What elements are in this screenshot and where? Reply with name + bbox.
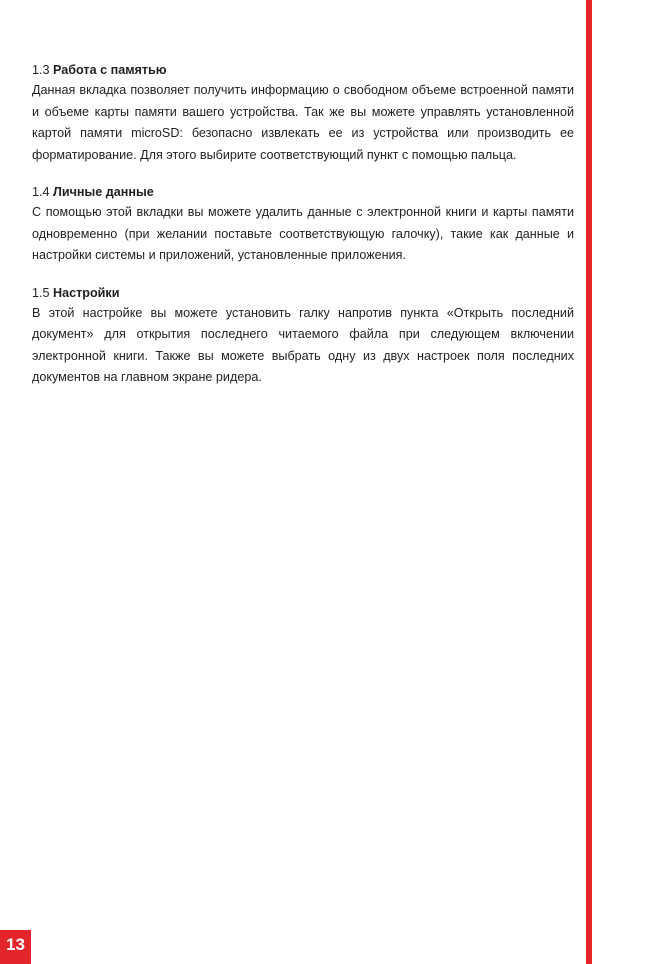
section-body: Данная вкладка позволяет получить информацию о свободном объеме встроенной памяти и объеме карты памяти вашего устройства. Так же вы можете управлять установленной картой памяти microSD: безопасно извлекать ее из устройства или производить ее форматирование. Для этого выбирите соответствующий пункт с помощью пальца.: [32, 83, 574, 162]
page-accent-bar: [586, 0, 592, 964]
section-body: В этой настройке вы можете установить галку напротив пункта «Открыть последний документ» для открытия последнего читаемого файла при следующем включении электронной книги. Также вы можете выбрать одну из двух настроек поля последних документов на главном экране ридера.: [32, 305, 574, 384]
section-settings: [32, 284, 574, 389]
section-title: Работа с памятью: [53, 63, 167, 77]
section-number: 1.5: [32, 285, 50, 300]
section-number: 1.4: [32, 185, 50, 199]
section-heading: [32, 183, 574, 202]
page-number: 13: [0, 930, 31, 964]
section-title: Настройки: [53, 285, 120, 300]
section-title: Личные данные: [53, 185, 154, 199]
section-personal-data: [32, 183, 574, 267]
section-number: 1.3: [32, 63, 50, 77]
section-body: С помощью этой вкладки вы можете удалить данные с электронной книги и карты памяти одновременно (при желании поставьте соответствующую галочку), такие как данные и настройки системы и приложений, установленные приложения.: [32, 205, 574, 262]
section-heading: [32, 61, 574, 80]
document-content: [32, 61, 574, 406]
section-heading: [32, 284, 574, 303]
section-memory: [32, 61, 574, 166]
